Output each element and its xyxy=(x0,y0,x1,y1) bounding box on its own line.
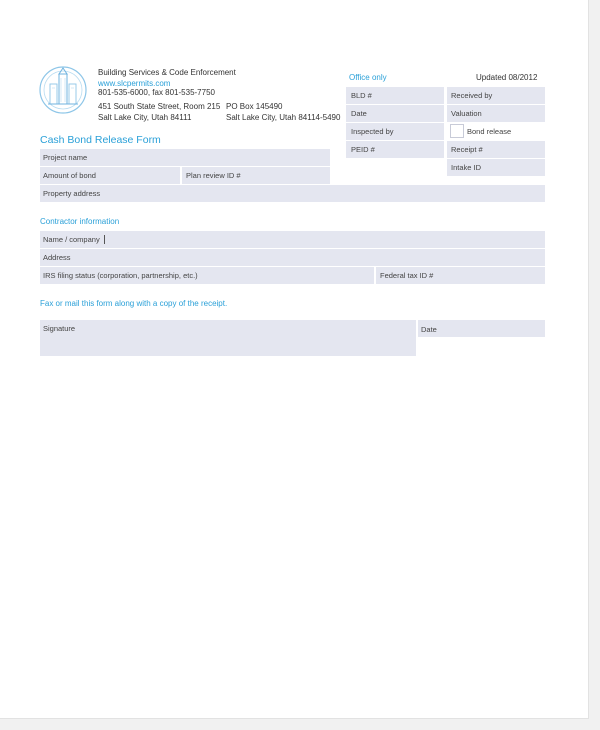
office-date-field[interactable] xyxy=(346,105,444,122)
bld-field[interactable] xyxy=(346,87,444,104)
form-title: Cash Bond Release Form xyxy=(40,134,161,146)
project-name-field[interactable] xyxy=(40,149,330,166)
peid-field[interactable] xyxy=(346,141,444,158)
address-street: 451 South State Street, Room 215 xyxy=(98,102,221,111)
plan-review-id-field[interactable] xyxy=(182,167,330,184)
peid-label: PEID # xyxy=(351,145,375,154)
receipt-label: Receipt # xyxy=(451,145,483,154)
signature-date-label: Date xyxy=(421,325,437,334)
contractor-address-label: Address xyxy=(43,253,71,262)
amount-of-bond-label: Amount of bond xyxy=(43,171,96,180)
phone-fax: 801-535-6000, fax 801-535-7750 xyxy=(98,88,215,97)
address-city: Salt Lake City, Utah 84111 xyxy=(98,113,192,122)
name-company-label: Name / company xyxy=(43,235,100,244)
city-seal-logo xyxy=(38,64,88,116)
valuation-label: Valuation xyxy=(451,109,482,118)
federal-tax-id-label: Federal tax ID # xyxy=(380,271,434,280)
updated-date: Updated 08/2012 xyxy=(476,73,538,82)
federal-tax-id-field[interactable] xyxy=(376,267,545,284)
intake-id-label: Intake ID xyxy=(451,163,482,172)
office-date-label: Date xyxy=(351,109,367,118)
po-box: PO Box 145490 xyxy=(226,102,283,111)
contractor-address-field[interactable] xyxy=(40,249,545,266)
irs-status-field[interactable] xyxy=(40,267,374,284)
intake-id-field[interactable] xyxy=(447,159,545,176)
property-address-label: Property address xyxy=(43,189,101,198)
plan-review-id-label: Plan review ID # xyxy=(186,171,241,180)
signature-field[interactable] xyxy=(40,320,416,356)
project-name-label: Project name xyxy=(43,153,88,162)
text-cursor xyxy=(104,235,105,244)
contractor-heading: Contractor information xyxy=(40,217,120,226)
po-city: Salt Lake City, Utah 84114-5490 xyxy=(226,113,341,122)
bld-label: BLD # xyxy=(351,91,372,100)
bond-release-checkbox[interactable] xyxy=(450,124,464,138)
signature-label: Signature xyxy=(43,324,76,333)
received-by-field[interactable] xyxy=(447,87,545,104)
amount-of-bond-field[interactable] xyxy=(40,167,180,184)
inspected-by-label: Inspected by xyxy=(351,127,394,136)
org-name: Building Services & Code Enforcement xyxy=(98,68,236,77)
website-link[interactable]: www.slcpermits.com xyxy=(98,79,171,88)
irs-status-label: IRS filing status (corporation, partnership, etc.) xyxy=(43,271,198,280)
property-address-field[interactable] xyxy=(40,185,545,202)
bond-release-label: Bond release xyxy=(467,127,512,136)
valuation-field[interactable] xyxy=(447,105,545,122)
signature-date-field[interactable] xyxy=(418,320,545,337)
instruction-text: Fax or mail this form along with a copy of the receipt. xyxy=(40,299,228,308)
name-company-field[interactable] xyxy=(40,231,545,248)
office-only-heading: Office only xyxy=(349,73,387,82)
receipt-field[interactable] xyxy=(447,141,545,158)
received-by-label: Received by xyxy=(451,91,493,100)
inspected-by-field[interactable] xyxy=(346,123,444,140)
